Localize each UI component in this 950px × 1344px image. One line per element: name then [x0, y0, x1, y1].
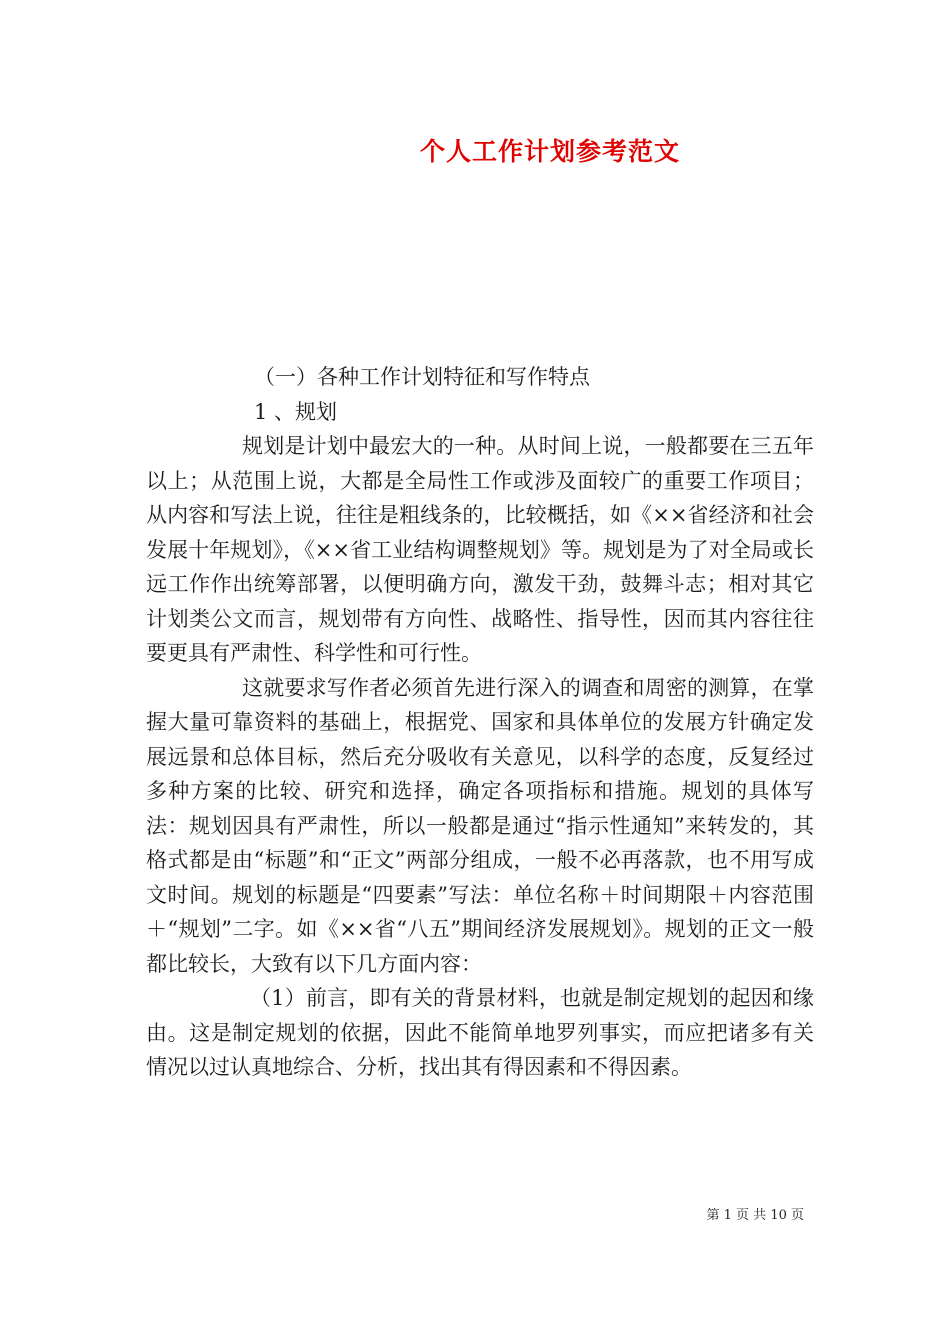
paragraph: 这就要求写作者必须首先进行深入的调查和周密的测算，在掌握大量可靠资料的基础上，根据党、国家和具体单位的发展方针确定发展远景和总体目标，然后充分吸收有关意见，以科学的态度，反复经过多种方案的比较、研究和选择，确定各项指标和措施。规划的具体写法：规划因具有严肃性，所以一般都是通过“指示性通知”来转发的，其格式都是由“标题”和“正文”两部分组成，一般不必再落款，也不用写成文时间。规划的标题是“四要素”写法：单位名称＋时间期限＋内容范围＋“规划”二字。如《××省“八五”期间经济发展规划》。规划的正文一般都比较长，大致有以下几方面内容： [146, 675, 814, 976]
paragraph: （1）前言，即有关的背景材料，也就是制定规划的起因和缘由。这是制定规划的依据，因此不能简单地罗列事实，而应把诸多有关情况以过认真地综合、分析，找出其有得因素和不得因素。 [146, 986, 814, 1079]
subsection-heading: 1 、规划 [254, 399, 338, 424]
document-title: 个人工作计划参考范文 [419, 137, 680, 166]
section-heading: （一）各种工作计划特征和写作特点 [254, 365, 590, 389]
page-number: 第 1 页 共 10 页 [706, 1208, 804, 1223]
paragraph: 规划是计划中最宏大的一种。从时间上说，一般都要在三五年以上；从范围上说，大都是全局性工作或涉及面较广的重要工作项目；从内容和写法上说，往往是粗线条的，比较概括，如《××省经济和社会发展十年规划》，《××省工业结构调整规划》等。规划是为了对全局或长远工作作出统筹部署，以便明确方向，激发干劲，鼓舞斗志；相对其它计划类公文而言，规划带有方向性、战略性、指导性，因而其内容往往要更具有严肃性、科学性和可行性。 [146, 434, 814, 665]
document-body [146, 360, 814, 1085]
